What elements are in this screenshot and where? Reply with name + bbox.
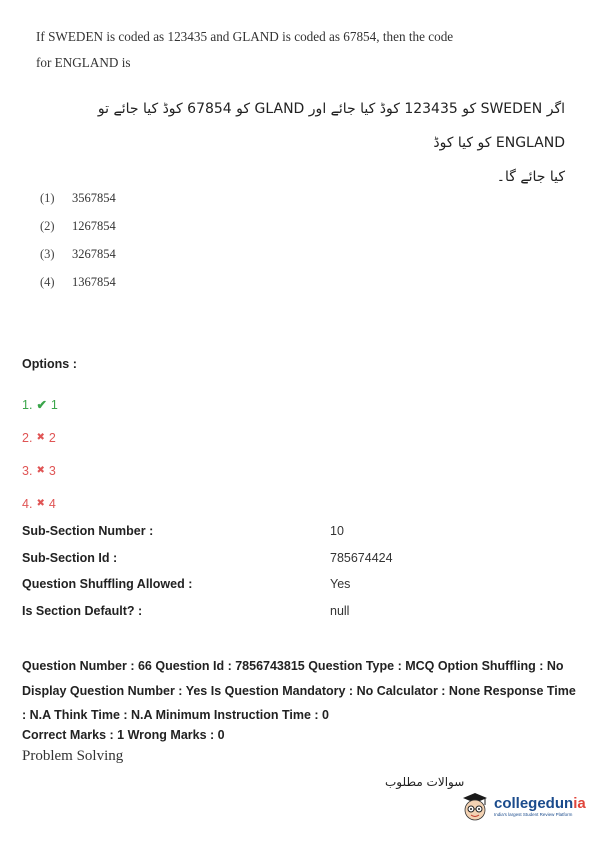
marks-info: Correct Marks : 1 Wrong Marks : 0	[22, 728, 225, 742]
answer-label: 3	[48, 463, 56, 478]
choice-number: (3)	[40, 247, 55, 261]
student-mascot-icon	[460, 790, 490, 824]
cross-icon: ✖	[36, 431, 45, 443]
topic-label: Problem Solving	[22, 748, 124, 764]
meta-value: 10	[330, 524, 344, 538]
section-meta	[22, 518, 393, 624]
choice-value: 1367854	[72, 275, 116, 289]
answer-number: 3.	[22, 463, 33, 478]
choice-value: 1267854	[72, 219, 116, 233]
meta-label: Is Section Default? :	[22, 603, 143, 618]
meta-label: Sub-Section Id :	[22, 550, 118, 565]
meta-value: 785674424	[330, 550, 393, 565]
meta-value: null	[330, 603, 350, 618]
choice-value: 3567854	[72, 191, 116, 205]
answer-item-2	[22, 421, 58, 454]
logo-name-accent: ia	[573, 795, 586, 812]
question-info: Question Number : 66 Question Id : 7856743815 Question Type : MCQ Option Shuffling : No Display Question Number : Yes Is Question Mandatory : No Calculator : None Response Time : N.A Think Time : N.A Minimum Instruction Time : 0	[22, 659, 576, 722]
cross-icon: ✖	[36, 497, 45, 509]
options-title: Options :	[22, 357, 77, 371]
logo-text	[494, 796, 586, 818]
choice-item	[40, 184, 116, 212]
meta-row	[22, 545, 393, 572]
answer-label: 4	[48, 496, 56, 511]
cross-icon: ✖	[36, 464, 45, 476]
meta-row	[22, 571, 393, 598]
question-urdu	[25, 92, 565, 194]
check-icon: ✔	[36, 397, 47, 412]
choice-item	[40, 212, 116, 240]
question-english	[36, 24, 556, 76]
answer-number: 2.	[22, 430, 33, 445]
choice-item	[40, 240, 116, 268]
answer-list	[22, 388, 58, 520]
answer-number: 4.	[22, 496, 33, 511]
choice-number: (1)	[40, 191, 55, 205]
choice-number: (2)	[40, 219, 55, 233]
choice-item	[40, 268, 116, 296]
choice-list	[40, 184, 116, 296]
question-urdu-line2: کیا جائے گا۔	[496, 169, 565, 185]
logo-name-main: collegedun	[494, 795, 574, 812]
meta-label: Sub-Section Number :	[22, 524, 154, 538]
meta-row	[22, 518, 393, 545]
answer-item-4	[22, 487, 58, 520]
question-english-line1: If SWEDEN is coded as 123435 and GLAND is coded as 67854, then the code	[36, 29, 454, 44]
answer-number: 1.	[22, 397, 33, 412]
answer-item-3	[22, 454, 58, 487]
logo-name	[494, 796, 586, 812]
choice-value: 3267854	[72, 247, 116, 261]
collegedunia-logo	[460, 790, 586, 824]
question-english-line2: for ENGLAND is	[36, 55, 131, 70]
meta-label: Question Shuffling Allowed :	[22, 577, 193, 591]
meta-row	[22, 598, 393, 625]
answer-label: 2	[48, 430, 56, 445]
meta-value: Yes	[330, 577, 351, 591]
logo-tagline: India's largest Student Review Platform	[494, 812, 573, 817]
answer-item-1	[22, 388, 58, 421]
choice-number: (4)	[40, 275, 55, 289]
answer-label: 1	[50, 397, 58, 412]
urdu-footer: سوالات مطلوب	[385, 775, 465, 789]
question-urdu-line1: اگر SWEDEN کو 123435 کوڈ کیا جائے اور GLAND کو 67854 کوڈ کیا جائے تو ENGLAND کو کیا کوڈ	[97, 101, 565, 151]
